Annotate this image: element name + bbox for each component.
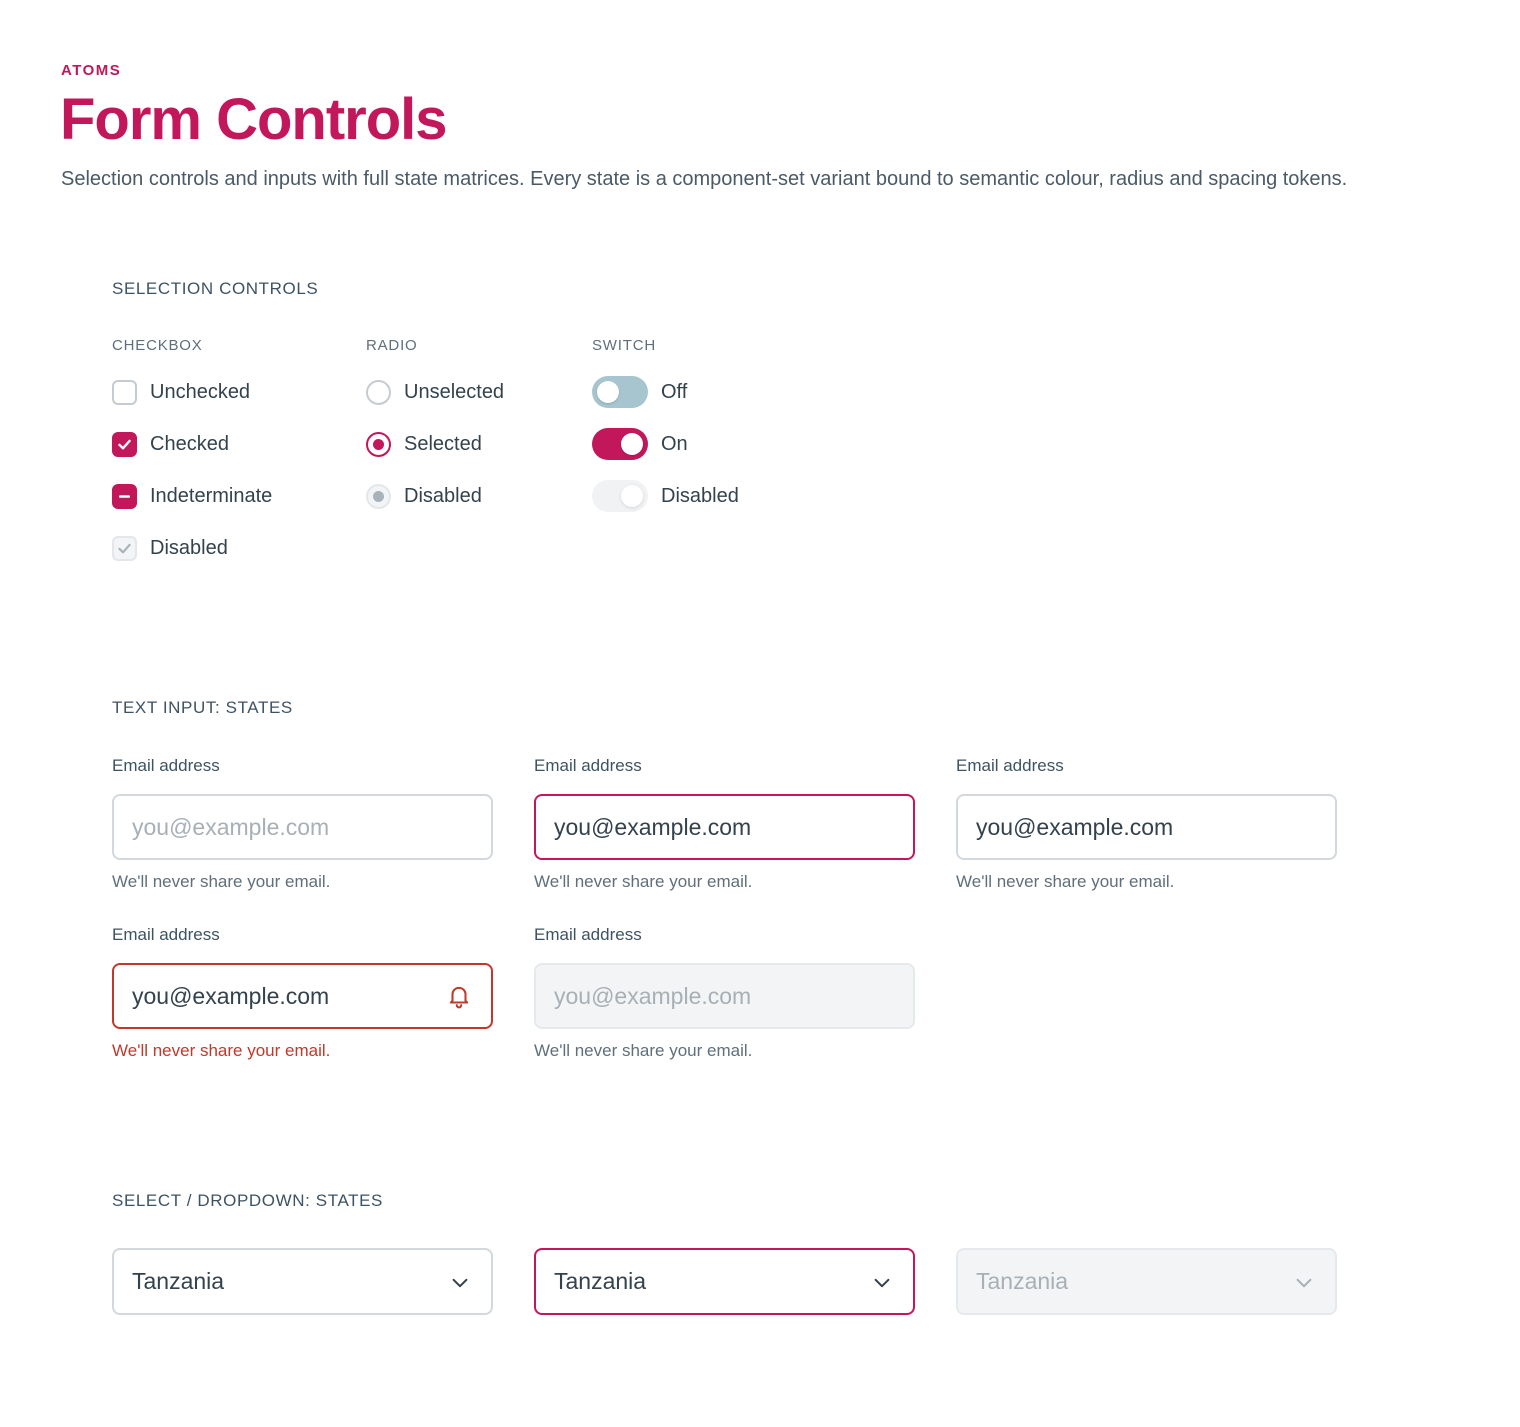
radio-circle[interactable] [366, 432, 391, 457]
chevron-down-icon [449, 1272, 471, 1294]
helper-text: We'll never share your email. [534, 872, 753, 891]
checkbox-unchecked[interactable] [112, 377, 250, 407]
radio-circle [366, 484, 391, 509]
helper-text: We'll never share your email. [112, 1041, 331, 1060]
switch-label: Off [661, 380, 688, 403]
checkbox-box[interactable] [112, 432, 137, 457]
chevron-down-icon [1293, 1272, 1315, 1294]
switch-label: On [661, 432, 688, 455]
radio-label: Selected [404, 432, 482, 455]
checkbox-checked[interactable] [112, 429, 229, 459]
radio-heading: RADIO [366, 337, 418, 354]
input-value: you@example.com [554, 813, 752, 840]
switch-knob [621, 485, 643, 507]
helper-text: We'll never share your email. [112, 872, 331, 891]
text-field-filled [956, 756, 1337, 892]
field-label: Email address [534, 756, 642, 775]
country-select-focus[interactable] [534, 1248, 915, 1315]
switch-track [592, 480, 648, 512]
page-description: Selection controls and inputs with full state matrices. Every state is a component-set variant bound to semantic colour, radius and spacing tokens. [61, 168, 1348, 190]
text-field-error [112, 925, 493, 1061]
radio-label: Disabled [404, 484, 482, 507]
select-value: Tanzania [554, 1268, 647, 1294]
section-title-selection: SELECTION CONTROLS [112, 279, 319, 298]
email-input[interactable] [112, 794, 493, 860]
select-value: Tanzania [976, 1268, 1069, 1294]
helper-text: We'll never share your email. [534, 1041, 753, 1060]
switch-track[interactable] [592, 428, 648, 460]
radio-label: Unselected [404, 380, 505, 403]
radio-circle[interactable] [366, 380, 391, 405]
checkbox-indeterminate[interactable] [112, 481, 272, 511]
switch-label: Disabled [661, 484, 739, 507]
country-select-default[interactable] [112, 1248, 493, 1315]
switch-knob [597, 381, 619, 403]
section-title-select: SELECT / DROPDOWN: STATES [112, 1191, 383, 1210]
field-label: Email address [112, 925, 220, 944]
text-field-focus [534, 756, 915, 892]
radio-disabled [366, 481, 482, 511]
input-placeholder: you@example.com [132, 813, 330, 840]
helper-text: We'll never share your email. [956, 872, 1175, 891]
switch-on[interactable] [592, 429, 688, 459]
radio-selected[interactable] [366, 429, 482, 459]
checkmark-icon [116, 540, 133, 557]
checkbox-box[interactable] [112, 380, 137, 405]
checkbox-label: Checked [150, 432, 229, 455]
minus-icon [116, 488, 133, 505]
input-value: you@example.com [132, 982, 330, 1009]
input-value: you@example.com [976, 813, 1174, 840]
switch-off[interactable] [592, 377, 687, 407]
radio-dot [373, 491, 384, 502]
switch-knob [621, 433, 643, 455]
input-placeholder: you@example.com [554, 982, 752, 1009]
email-input [534, 963, 915, 1029]
email-input[interactable] [112, 963, 493, 1029]
switch-heading: SWITCH [592, 337, 656, 354]
field-label: Email address [534, 925, 642, 944]
checkbox-box[interactable] [112, 484, 137, 509]
checkbox-heading: CHECKBOX [112, 337, 203, 354]
section-title-text-input: TEXT INPUT: STATES [112, 698, 293, 717]
radio-unselected[interactable] [366, 377, 504, 407]
text-field-default [112, 756, 493, 892]
checkbox-disabled [112, 533, 228, 563]
checkbox-label: Unchecked [150, 380, 251, 403]
checkmark-icon [116, 436, 133, 453]
checkbox-label: Indeterminate [150, 484, 273, 507]
chevron-down-icon [871, 1272, 893, 1294]
eyebrow-label: ATOMS [61, 62, 122, 79]
checkbox-box [112, 536, 137, 561]
radio-dot [373, 439, 384, 450]
switch-track[interactable] [592, 376, 648, 408]
country-select-disabled [956, 1248, 1337, 1315]
email-input[interactable] [534, 794, 915, 860]
checkbox-label: Disabled [150, 536, 228, 559]
bell-icon [446, 983, 472, 1009]
switch-disabled [592, 481, 739, 511]
page-title: Form Controls [60, 87, 447, 152]
select-value: Tanzania [132, 1268, 225, 1294]
field-label: Email address [956, 756, 1064, 775]
email-input[interactable] [956, 794, 1337, 860]
text-field-disabled [534, 925, 915, 1061]
field-label: Email address [112, 756, 220, 775]
